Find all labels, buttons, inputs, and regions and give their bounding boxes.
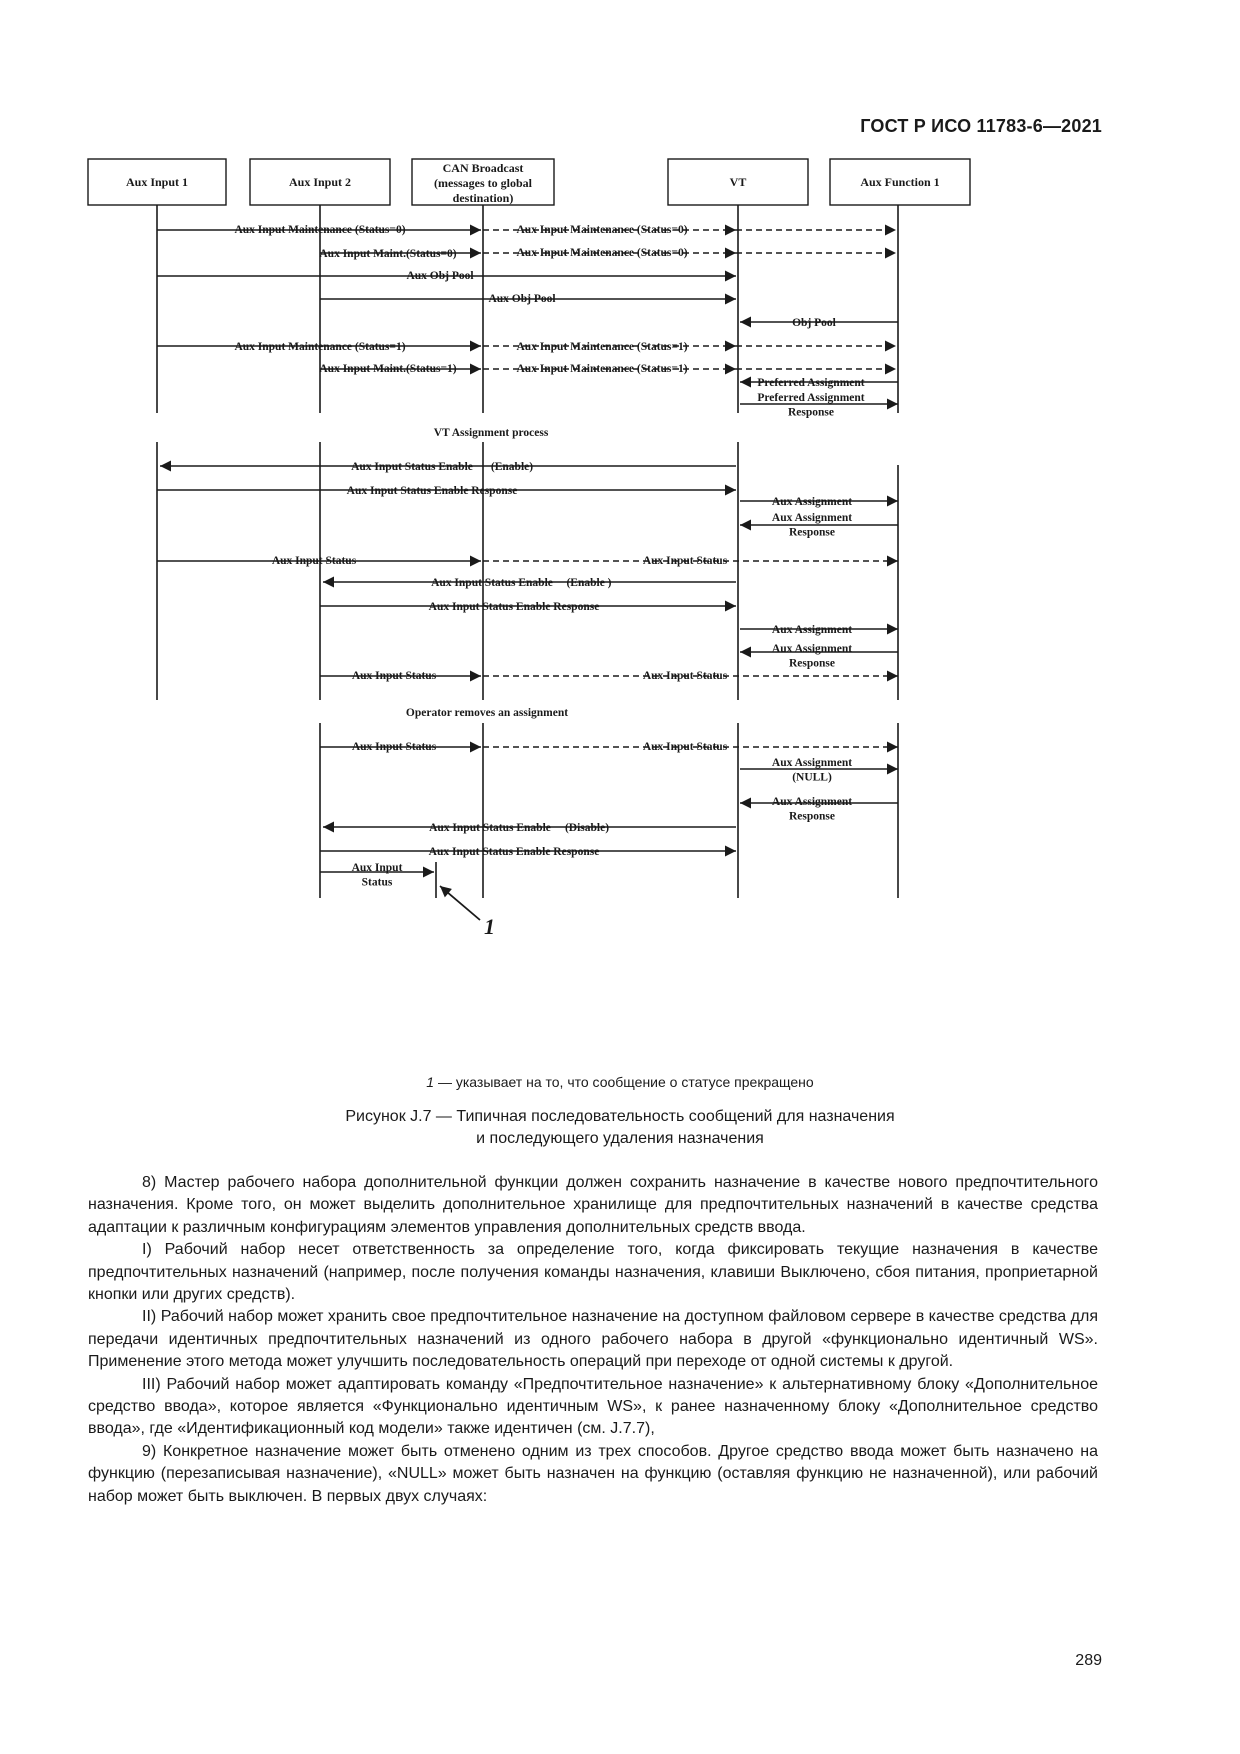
participant-vt-label: VT [729, 175, 747, 189]
msg-preferred-assignment-response: Preferred Assignment Response [757, 392, 865, 419]
body-text [88, 1172, 1098, 1508]
msg-status-enable-ai1: Aux Input Status Enable [351, 461, 473, 473]
msg-aux-assignment-2: Aux Assignment [771, 624, 853, 636]
section-title-operator-removes: Operator removes an assignment [405, 707, 569, 719]
msg-maint-status0-bcast1: Aux Input Maintenance (Status=0) [516, 224, 688, 236]
callout-number: 1 [484, 914, 495, 939]
msg-status-enable-ai2: Aux Input Status Enable [431, 577, 553, 589]
msg-maint-status1-ai2: Aux Input Maint.(Status=1) [319, 363, 457, 375]
msg-input-status-ai2: Aux Input Status [351, 670, 437, 682]
msg-maint-status0-ai2: Aux Input Maint.(Status=0) [319, 248, 457, 260]
msg-input-status-stopped: Aux Input Status [351, 862, 403, 889]
participant-aux-function-1-label: Aux Function 1 [860, 175, 940, 189]
msg-status-enable-flag-ai2: (Enable ) [566, 577, 612, 589]
msg-maint-status1-bcast1: Aux Input Maintenance (Status=1) [516, 341, 688, 353]
participant-aux-input-2-label: Aux Input 2 [288, 175, 352, 189]
document-header: ГОСТ Р ИСО 11783-6—2021 [860, 116, 1102, 136]
page-number: 289 [1075, 1652, 1102, 1669]
msg-status-enable-response-ai2: Aux Input Status Enable Response [428, 601, 600, 613]
msg-status-enable-flag-ai1: (Enable) [490, 461, 534, 473]
figure-legend [0, 1074, 1240, 1090]
msg-maint-status0-ai1: Aux Input Maintenance (Status=0) [234, 224, 406, 236]
paragraph-9: 9) Конкретное назначение может быть отменено одним из трех способов. Другое средство ввода может быть назначено на функцию (перезаписывая назначение), «NULL» может быть назначен на функцию (оставляя функцию не назначенной), или рабочий набор может быть выключен. В первых двух случаях: [88, 1442, 1098, 1505]
msg-aux-assignment-1: Aux Assignment [771, 496, 853, 508]
legend-number: 1 [426, 1074, 435, 1090]
msg-status-disable-flag-ai2: (Disable) [564, 822, 610, 834]
paragraph-8-i: I) Рабочий набор несет ответственность за определение того, когда фиксировать текущие назначения в качестве предпочтительных назначений (например, после получения команды назначения, клавиши Выключено, сбоя питания, проприетарной кнопки или других средств). [88, 1241, 1098, 1304]
figure-caption [0, 1106, 1240, 1150]
msg-input-status-ai2-b: Aux Input Status [351, 741, 437, 753]
msg-maint-status1-bcast2: Aux Input Maintenance (Status=1) [516, 363, 688, 375]
caption-line-1: Рисунок J.7 — Типичная последовательность сообщений для назначения [345, 1108, 895, 1125]
legend-text: — указывает на то, что сообщение о статусе прекращено [434, 1074, 814, 1090]
paragraph-8-ii: II) Рабочий набор может хранить свое предпочтительное назначение на доступном файловом сервере в качестве средства для передачи идентичных предпочтительных назначений из одного рабочего набора в другой «функционально идентичный WS». Применение этого метода может улучшить последовательность операций при переходе от одной системы к другой. [88, 1308, 1098, 1371]
participant-can-broadcast-label: CAN Broadcast (messages to global destination) [434, 161, 532, 205]
msg-maint-status1-ai1: Aux Input Maintenance (Status=1) [234, 341, 406, 353]
msg-status-disable-response-ai2: Aux Input Status Enable Response [428, 846, 600, 858]
msg-aux-assignment-response-2: Aux Assignment Response [771, 643, 853, 670]
msg-aux-assignment-null: Aux Assignment (NULL) [771, 757, 853, 784]
paragraph-8: 8) Мастер рабочего набора дополнительной функции должен сохранить назначение в качестве нового предпочтительного назначения. Кроме того, он может выделить дополнительное хранилище для предпочтительных назначений в качестве средства адаптации к различным конфигурациям элементов управления дополнительных средств ввода. [88, 1174, 1098, 1236]
msg-preferred-assignment: Preferred Assignment [757, 377, 865, 389]
msg-input-status-ai1: Aux Input Status [271, 555, 357, 567]
participant-aux-input-1-label: Aux Input 1 [125, 175, 189, 189]
msg-obj-pool-ai1: Aux Obj Pool [406, 270, 474, 282]
callout-leader [440, 886, 480, 920]
paragraph-8-iii: III) Рабочий набор может адаптировать команду «Предпочтительное назначение» к альтернативному блоку «Дополнительное средство ввода», которое является «Функционально идентичным WS», к ранее назначенному блоку «Дополнительное средство ввода», где «Идентификационный код модели» также идентичен (см. J.7.7), [88, 1375, 1098, 1438]
msg-maint-status0-bcast2: Aux Input Maintenance (Status=0) [516, 247, 688, 259]
msg-aux-assignment-response-1: Aux Assignment Response [771, 512, 853, 539]
section-title-vt-assignment: VT Assignment process [433, 427, 549, 439]
caption-line-2: и последующего удаления назначения [476, 1130, 764, 1147]
msg-status-disable-ai2: Aux Input Status Enable [429, 822, 551, 834]
msg-input-status-bcast1: Aux Input Status [642, 555, 728, 567]
msg-status-enable-response-ai1: Aux Input Status Enable Response [346, 485, 518, 497]
msg-obj-pool-ai2: Aux Obj Pool [488, 293, 556, 305]
msg-input-status-bcast2: Aux Input Status [642, 670, 728, 682]
msg-input-status-bcast-b: Aux Input Status [642, 741, 728, 753]
msg-obj-pool-fn: Obj Pool [792, 317, 836, 329]
msg-aux-assignment-response-3: Aux Assignment Response [771, 796, 853, 823]
